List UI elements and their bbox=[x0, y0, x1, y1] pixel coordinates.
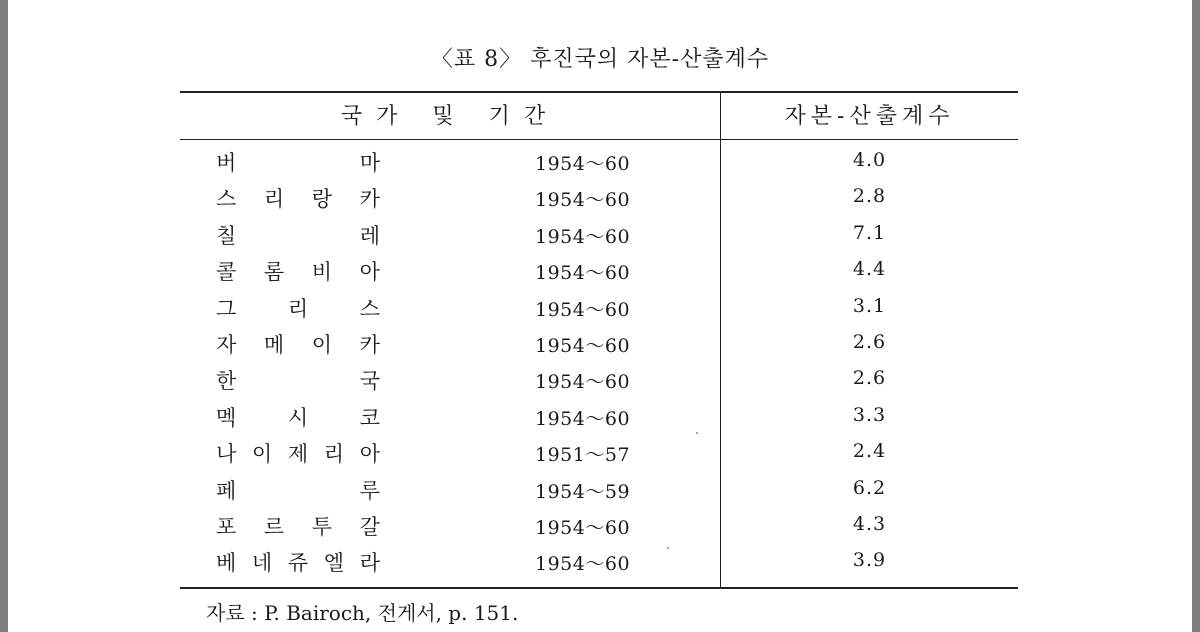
period-cell: 1954～60 bbox=[535, 553, 631, 576]
period-cell: 1951～57 bbox=[535, 444, 631, 467]
coefficient-cell: 3.9 bbox=[852, 549, 887, 572]
table-row bbox=[180, 471, 1018, 507]
table-body bbox=[180, 143, 1018, 580]
period-cell: 1954～59 bbox=[535, 480, 631, 503]
coefficient-cell: 4.3 bbox=[852, 512, 887, 535]
period-cell: 1954～60 bbox=[535, 225, 631, 248]
country-cell: 포 르 투 갈 bbox=[216, 514, 380, 539]
table-row bbox=[180, 434, 1018, 470]
table-row bbox=[180, 143, 1018, 179]
country-cell: 페 루 bbox=[216, 478, 380, 503]
country-cell: 한 국 bbox=[216, 369, 380, 394]
country-cell: 나 이 제 리 아 bbox=[216, 442, 380, 467]
header-country-period: 국가 및 기간 bbox=[340, 104, 560, 129]
period-cell: 1954～60 bbox=[535, 407, 631, 430]
table-row bbox=[180, 289, 1018, 325]
coefficient-cell: 2.6 bbox=[852, 367, 887, 390]
period-cell: 1954～60 bbox=[535, 262, 631, 285]
table-row bbox=[180, 179, 1018, 215]
coefficient-cell: 6.2 bbox=[852, 476, 887, 499]
table-row bbox=[180, 361, 1018, 397]
table-row bbox=[180, 398, 1018, 434]
period-cell: 1954～60 bbox=[535, 334, 631, 357]
coefficient-cell: 2.4 bbox=[852, 440, 887, 463]
country-cell: 콜 롬 비 아 bbox=[216, 260, 380, 285]
period-cell: 1954～60 bbox=[535, 298, 631, 321]
coefficient-cell: 4.4 bbox=[852, 258, 887, 281]
table-row bbox=[180, 325, 1018, 361]
scan-speck bbox=[667, 547, 669, 549]
document-page bbox=[8, 0, 1192, 632]
coefficient-cell: 3.3 bbox=[852, 403, 887, 426]
country-cell: 베 네 쥬 엘 라 bbox=[216, 551, 380, 576]
scan-speck bbox=[696, 432, 698, 434]
country-cell: 자 메 이 카 bbox=[216, 332, 380, 357]
coefficient-cell: 4.0 bbox=[852, 149, 887, 171]
coefficient-cell: 3.1 bbox=[852, 294, 887, 317]
coefficient-cell: 2.8 bbox=[852, 185, 887, 208]
country-cell: 멕 시 코 bbox=[216, 405, 380, 430]
table-row bbox=[180, 507, 1018, 543]
country-cell: 칠 레 bbox=[216, 223, 380, 248]
header-rule bbox=[180, 139, 1018, 140]
period-cell: 1954～60 bbox=[535, 153, 631, 175]
period-cell: 1954～60 bbox=[535, 189, 631, 212]
table-row bbox=[180, 543, 1018, 579]
period-cell: 1954～60 bbox=[535, 371, 631, 394]
coefficient-cell: 7.1 bbox=[852, 221, 887, 244]
data-table bbox=[180, 91, 1018, 589]
table-row bbox=[180, 216, 1018, 252]
country-cell: 버 마 bbox=[216, 151, 380, 175]
country-cell: 스 리 랑 카 bbox=[216, 187, 380, 212]
table-title: 〈표 8〉 후진국의 자본-산출계수 bbox=[430, 47, 770, 72]
country-cell: 그 리 스 bbox=[216, 296, 380, 321]
header-coefficient: 자본-산출계수 bbox=[784, 104, 955, 129]
table-row bbox=[180, 252, 1018, 288]
period-cell: 1954～60 bbox=[535, 516, 631, 539]
source-note: 자료 : P. Bairoch, 전게서, p. 151. bbox=[206, 601, 519, 625]
coefficient-cell: 2.6 bbox=[852, 330, 887, 353]
